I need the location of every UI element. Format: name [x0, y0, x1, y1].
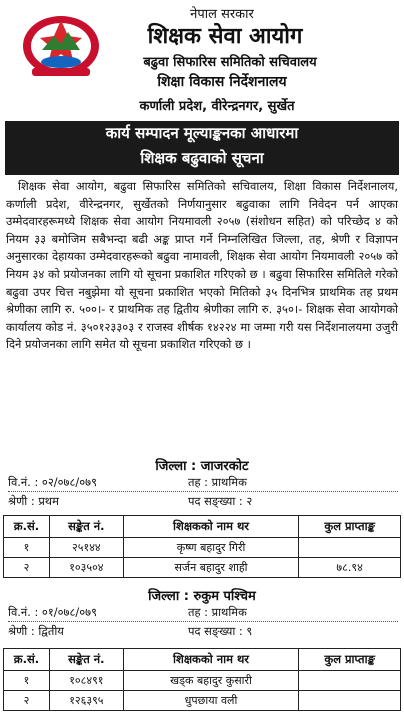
cell-code: १०३५०४: [49, 558, 123, 578]
notice-title-line2: शिक्षक बढुवाको सूचना: [140, 149, 264, 167]
cell-name: धुपछाया वली: [123, 691, 298, 711]
government-name: नेपाल सरकार: [190, 7, 254, 22]
cell-name: कृष्ण बहादुर गिरी: [123, 538, 298, 558]
district-info-row: [8, 494, 398, 511]
level: तह : प्राथमिक: [188, 605, 247, 619]
commission-name: शिक्षक सेवा आयोग: [147, 24, 303, 49]
cell-code: २५१४४: [49, 538, 123, 558]
table-header-row: [4, 649, 401, 671]
col-sn: क्र.सं.: [4, 516, 50, 538]
class: श्रेणी : द्वितीय: [8, 624, 64, 638]
secretariat-name: बढुवा सिफारिस समितिको सचिवालय: [143, 55, 317, 70]
district-title: जिल्ला : जाजरकोट: [155, 459, 249, 474]
cell-score: [299, 671, 401, 691]
class: श्रेणी : प्रथम: [8, 494, 59, 508]
directorate-name: शिक्षा विकास निर्देशनालय: [157, 74, 287, 90]
level: तह : प्राथमिक: [188, 475, 247, 489]
candidate-table: [3, 648, 401, 711]
cell-score: [299, 538, 401, 558]
cell-score: ७८.९४: [299, 558, 401, 578]
cell-sn: २: [4, 691, 50, 711]
cell-sn: १: [4, 671, 50, 691]
table-row: [4, 538, 401, 558]
district-info-row: [8, 624, 398, 641]
ad-number: वि.नं. : ०१/०७८/०७९: [8, 605, 97, 619]
cell-score: [299, 691, 401, 711]
cell-sn: २: [4, 558, 50, 578]
office-address: कर्णाली प्रदेश, वीरेन्द्रनगर, सुर्खेत: [139, 99, 295, 114]
notice-title-line1: कार्य सम्पादन मूल्याङ्कनका आधारमा: [105, 124, 299, 142]
post-count: पद सङ्ख्या : ९: [188, 624, 253, 638]
ad-number: वि.नं. : ०२/०७८/०७९: [8, 475, 97, 489]
col-name: शिक्षकको नाम थर: [123, 649, 298, 671]
col-sn: क्र.सं.: [4, 649, 50, 671]
col-code: सङ्केत नं.: [49, 649, 123, 671]
district-info-row: [8, 605, 398, 622]
col-score: कुल प्राप्ताङ्क: [299, 649, 401, 671]
col-score: कुल प्राप्ताङ्क: [299, 516, 401, 538]
table-row: [4, 558, 401, 578]
table-row: [4, 671, 401, 691]
cell-code: १२६३९५: [49, 691, 123, 711]
col-name: शिक्षकको नाम थर: [123, 516, 298, 538]
notice-body: शिक्षक सेवा आयोग, बढुवा सिफारिस समितिको सचिवालय, शिक्षा विकास निर्देशनालय, कर्णाली प्रदेश, वीरेन्द्रनगर, सुर्खेतको निर्णयानुसार बढुवाका लागि निवेदन पर्न आएका उम्मेदवारहरूमध्ये शिक्षक सेवा आयोग नियमावली २०५७ (संशोधन सहित) को परिच्छेद ४ को नियम ३३ बमोजिम सबैभन्दा बढी अङ्क प्राप्त गर्ने निम्नलिखित जिल्ला, तह, श्रेणी र विज्ञापन अनुसारका देहायका उम्मेदवारहरूको बढुवा नामावली, शिक्षक सेवा आयोग नियमावली २०५७ को नियम ३४ को प्रयोजनका लागि यो सूचना प्रकाशित गरिएको छ । बढुवा सिफारिस समितिले गरेको बढुवा उपर चित्त नबुझेमा यो सूचना प्रकाशित भएको मितिको ३५ दिनभित्र प्राथमिक तह प्रथम श्रेणीका लागि रु. ५००।- र प्राथमिक तह द्वितीय श्रेणीका लागि रु. ३५०।- शिक्षक सेवा आयोगको कार्यालय कोड नं. ३५०१२३३०३ र राजस्व शीर्षक १४२२४ मा जम्मा गरी यस निर्देशनालयमा उजुरी दिने प्रयोजनका लागि समेत यो सूचना प्रकाशित गरिएको छ ।: [6, 179, 398, 352]
district-title: जिल्ला : रुकुम पश्चिम: [148, 589, 256, 604]
cell-sn: १: [4, 538, 50, 558]
table-row: [4, 691, 401, 711]
district-info-row: [8, 475, 398, 492]
notice-title-banner: [5, 121, 399, 175]
candidate-table: [3, 515, 401, 578]
post-count: पद सङ्ख्या : २: [188, 494, 253, 508]
cell-name: खड्क बहादुर कुसारी: [123, 671, 298, 691]
cell-code: १०८४९१: [49, 671, 123, 691]
cell-name: सर्जन बहादुर शाही: [123, 558, 298, 578]
notice-header: [0, 0, 404, 118]
table-header-row: [4, 516, 401, 538]
col-code: सङ्केत नं.: [49, 516, 123, 538]
